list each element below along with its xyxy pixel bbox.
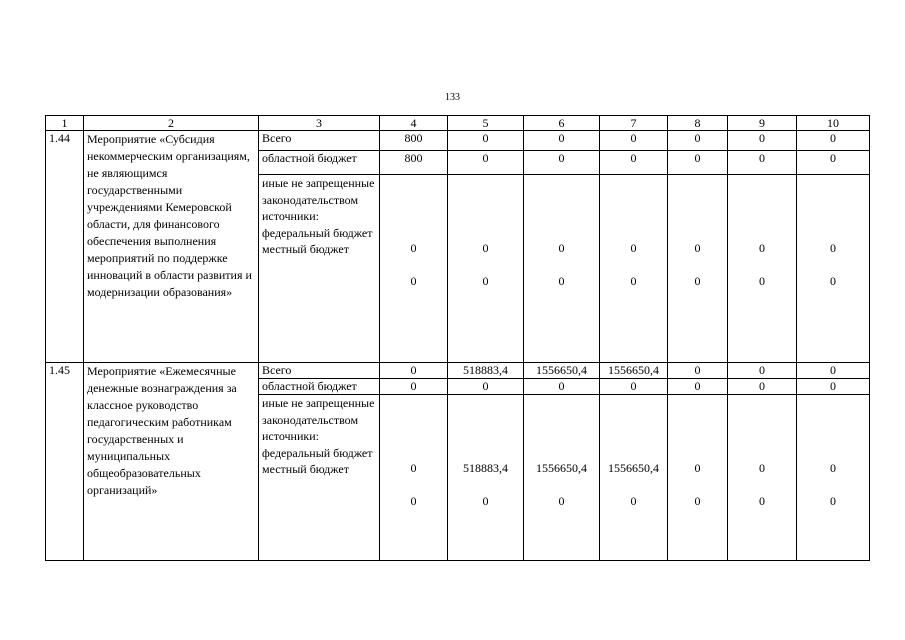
- header-cell: 10: [797, 116, 870, 131]
- header-row: [46, 116, 870, 131]
- source-other-label: иные не запрещенные законодательством источники:: [262, 396, 375, 443]
- value-cell: 0: [600, 151, 668, 175]
- source-other-cell: [259, 395, 380, 561]
- value-cell: 0: [797, 379, 870, 395]
- local-value: 0: [558, 274, 565, 288]
- federal-value: 1556650,4: [608, 461, 659, 475]
- value-cell: [797, 175, 870, 363]
- federal-value: 0: [759, 461, 765, 475]
- value-cell: 0: [668, 151, 728, 175]
- header-cell: 1: [46, 116, 84, 131]
- row-number: 1.44: [46, 131, 84, 363]
- header-cell: 9: [728, 116, 797, 131]
- value-cell: 0: [448, 151, 524, 175]
- source-local-label: местный бюджет: [262, 242, 349, 256]
- header-cell: 5: [448, 116, 524, 131]
- table-row: [46, 131, 870, 151]
- source-total-label: Всего: [259, 131, 380, 151]
- local-value: 0: [482, 274, 489, 288]
- local-value: 0: [630, 494, 637, 508]
- value-cell: 800: [380, 151, 448, 175]
- value-cell: [668, 395, 728, 561]
- value-cell: 0: [668, 131, 728, 151]
- value-cell: [797, 395, 870, 561]
- value-cell: 0: [728, 131, 797, 151]
- value-cell: [600, 395, 668, 561]
- value-cell: [448, 395, 524, 561]
- local-value: 0: [558, 494, 565, 508]
- header-cell: 3: [259, 116, 380, 131]
- value-cell: 0: [380, 363, 448, 379]
- federal-value: 0: [694, 461, 701, 475]
- federal-value: 0: [482, 241, 489, 255]
- value-cell: 0: [600, 379, 668, 395]
- value-cell: 0: [668, 379, 728, 395]
- value-cell: 0: [728, 363, 797, 379]
- value-cell: 0: [380, 379, 448, 395]
- value-cell: 0: [797, 131, 870, 151]
- value-cell: 0: [448, 379, 524, 395]
- source-other-cell: [259, 175, 380, 363]
- value-cell: 0: [728, 379, 797, 395]
- value-cell: [728, 395, 797, 561]
- federal-value: 0: [410, 241, 417, 255]
- header-cell: 4: [380, 116, 448, 131]
- value-cell: 0: [668, 363, 728, 379]
- value-cell: [524, 175, 600, 363]
- row-number: 1.45: [46, 363, 84, 561]
- value-cell: 0: [728, 151, 797, 175]
- federal-value: 0: [558, 241, 565, 255]
- value-cell: [448, 175, 524, 363]
- header-cell: 2: [84, 116, 259, 131]
- local-value: 0: [759, 274, 765, 288]
- value-cell: 0: [524, 151, 600, 175]
- source-regional-label: областной бюджет: [259, 379, 380, 395]
- value-cell: 0: [600, 131, 668, 151]
- value-cell: 0: [797, 151, 870, 175]
- source-total-label: Всего: [259, 363, 380, 379]
- federal-value: 0: [759, 241, 765, 255]
- value-cell: [600, 175, 668, 363]
- source-federal-label: федеральный бюджет: [262, 225, 373, 240]
- local-value: 0: [694, 494, 701, 508]
- federal-value: 1556650,4: [536, 461, 587, 475]
- measure-name: Мероприятие «Субсидия некоммерческим организациям, не являющимся государственными учреждениями Кемеровской области, для финансового обеспечения выполнения мероприятий по поддержке инноваций в области развития и модернизации образования»: [84, 131, 259, 363]
- federal-value: 0: [410, 461, 417, 475]
- header-cell: 6: [524, 116, 600, 131]
- federal-value: 0: [830, 241, 836, 255]
- value-cell: [668, 175, 728, 363]
- value-cell: 0: [524, 379, 600, 395]
- value-cell: 1556650,4: [600, 363, 668, 379]
- header-cell: 7: [600, 116, 668, 131]
- value-cell: 518883,4: [448, 363, 524, 379]
- table-row: [46, 363, 870, 379]
- page-number: 133: [445, 92, 460, 103]
- local-value: 0: [410, 274, 417, 288]
- value-cell: 800: [380, 131, 448, 151]
- source-regional-label: областной бюджет: [259, 151, 380, 175]
- header-cell: 8: [668, 116, 728, 131]
- federal-value: 0: [830, 461, 836, 475]
- federal-value: 518883,4: [463, 461, 508, 475]
- value-cell: [728, 175, 797, 363]
- local-value: 0: [694, 274, 701, 288]
- federal-value: 0: [630, 241, 637, 255]
- federal-value: 0: [694, 241, 701, 255]
- source-federal-label: федеральный бюджет: [262, 445, 373, 460]
- value-cell: [380, 395, 448, 561]
- value-cell: 1556650,4: [524, 363, 600, 379]
- local-value: 0: [482, 494, 489, 508]
- local-value: 0: [830, 494, 836, 508]
- value-cell: [380, 175, 448, 363]
- measure-name: Мероприятие «Ежемесячные денежные вознаграждения за классное руководство педагогическим работникам государственных и муниципальных общеобразовательных организаций»: [84, 363, 259, 561]
- value-cell: 0: [797, 363, 870, 379]
- value-cell: 0: [524, 131, 600, 151]
- local-value: 0: [759, 494, 765, 508]
- value-cell: [524, 395, 600, 561]
- value-cell: 0: [448, 131, 524, 151]
- source-other-label: иные не запрещенные законодательством источники:: [262, 176, 375, 223]
- local-value: 0: [410, 494, 417, 508]
- budget-table: [45, 115, 870, 561]
- local-value: 0: [630, 274, 637, 288]
- local-value: 0: [830, 274, 836, 288]
- source-local-label: местный бюджет: [262, 462, 349, 476]
